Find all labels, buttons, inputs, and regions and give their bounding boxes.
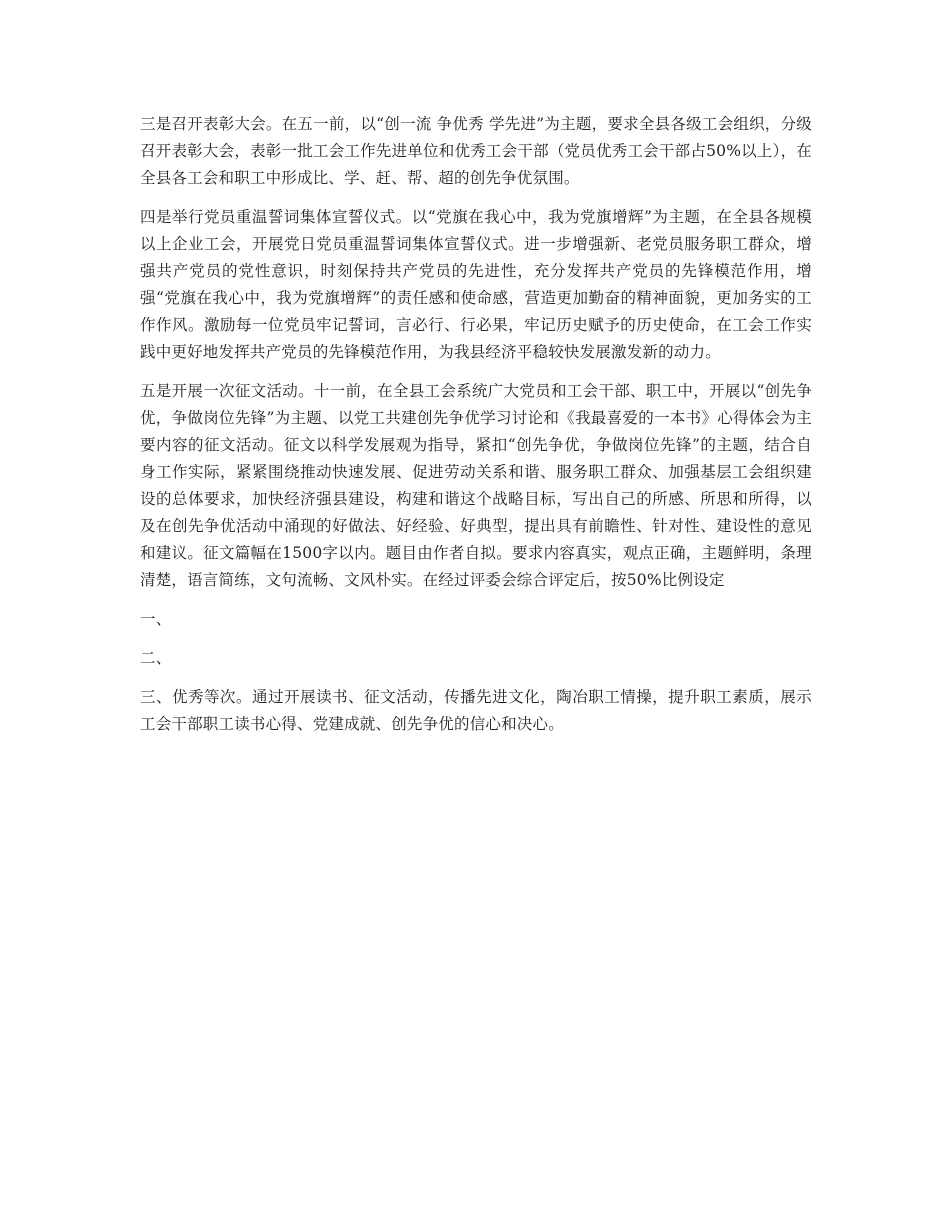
paragraph-item-one: 一、 (140, 610, 172, 628)
paragraph-item-three: 三、优秀等次。通过开展读书、征文活动，传播先进文化，陶冶职工情操，提升职工素质，展示工会干部职工读书心得、党建成就、创先争优的信心和决心。 (140, 688, 812, 733)
paragraph-item-two: 二、 (140, 649, 172, 667)
document-body (140, 111, 812, 750)
paragraph-commendation-meeting: 三是召开表彰大会。在五一前，以“创一流 争优秀 学先进”为主题，要求全县各级工会组织，分级召开表彰大会，表彰一批工会工作先进单位和优秀工会干部（党员优秀工会干部占50%以上），在全县各工会和职工中形成比、学、赶、帮、超的创先争优氛围。 (140, 115, 812, 187)
paragraph-oath-ceremony: 四是举行党员重温誓词集体宣誓仪式。以“党旗在我心中，我为党旗增辉”为主题，在全县各规模以上企业工会，开展党日党员重温誓词集体宣誓仪式。进一步增强新、老党员服务职工群众，增强共产党员的党性意识，时刻保持共产党员的先进性，充分发挥共产党员的先锋模范作用，增强“党旗在我心中，我为党旗增辉”的责任感和使命感，营造更加勤奋的精神面貌，更加务实的工作作风。激励每一位党员牢记誓词，言必行、行必果，牢记历史赋予的历史使命，在工会工作实践中更好地发挥共产党员的先锋模范作用，为我县经济平稳较快发展激发新的动力。 (140, 208, 812, 361)
paragraph-essay-activity: 五是开展一次征文活动。十一前，在全县工会系统广大党员和工会干部、职工中，开展以“创先争优，争做岗位先锋”为主题、以党工共建创先争优学习讨论和《我最喜爱的一本书》心得体会为主要内容的征文活动。征文以科学发展观为指导，紧扣“创先争优，争做岗位先锋”的主题，结合自身工作实际，紧紧围绕推动快速发展、促进劳动关系和谐、服务职工群众、加强基层工会组织建设的总体要求，加快经济强县建设，构建和谐这个战略目标，写出自己的所感、所思和所得，以及在创先争优活动中涌现的好做法、好经验、好典型，提出具有前瞻性、针对性、建设性的意见和建议。征文篇幅在1500字以内。题目由作者自拟。要求内容真实，观点正确，主题鲜明，条理清楚，语言简练，文句流畅、文风朴实。在经过评委会综合评定后，按50%比例设定 (140, 382, 812, 589)
